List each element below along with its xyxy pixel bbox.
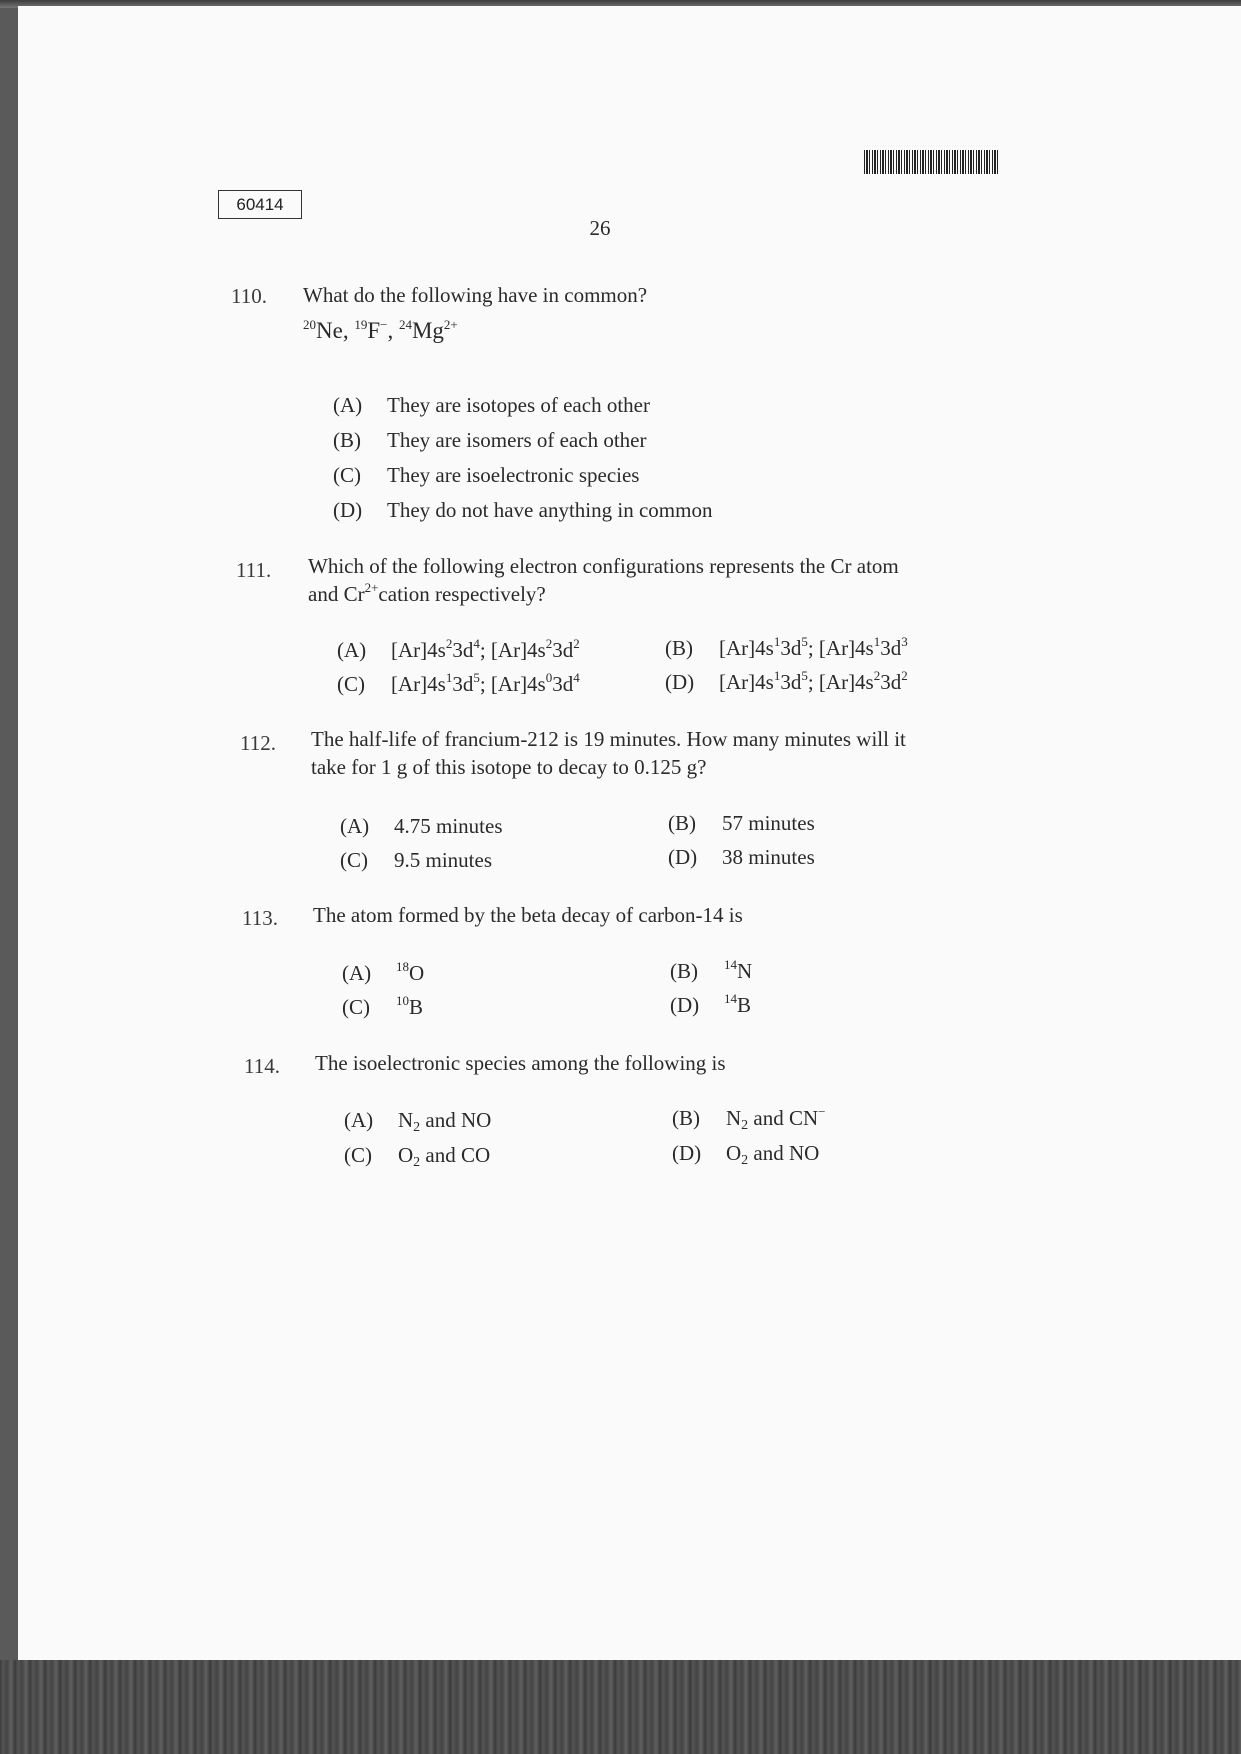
question-number: 111. — [236, 558, 272, 582]
option-c: (C) They are isoelectronic species — [333, 463, 640, 487]
option-d: (D) They do not have anything in common — [333, 498, 713, 522]
option-d: (D) $O_2$ and NO — [672, 1141, 820, 1168]
option-a: (A) They are isotopes of each other — [333, 393, 650, 417]
option-b: (B) They are isomers of each other — [333, 428, 647, 452]
species-formula: $^{20}$Ne, $^{19}$F−, $^{24}Mg^{2+}$ — [303, 317, 458, 343]
question-number: 110. — [231, 284, 267, 308]
option-a: (A) $^{18}$O — [342, 959, 425, 985]
option-c: (C) $O_2$ and CO — [344, 1143, 491, 1170]
barcode — [864, 150, 998, 174]
option-b: (B) 57 minutes — [668, 811, 815, 835]
question-number: 114. — [244, 1054, 280, 1078]
option-b: (B) $^{14}$N — [670, 957, 753, 983]
question-text: The atom formed by the beta decay of carbon-14 is — [313, 903, 743, 927]
option-a: (A) $N_2$ and NO — [344, 1108, 492, 1135]
option-c: (C) 9.5 minutes — [340, 848, 492, 872]
question-text: What do the following have in common? — [303, 283, 648, 307]
question-text: The isoelectronic species among the following is — [315, 1051, 726, 1075]
question-text: Which of the following electron configurations represents the Cr atom and $Cr^{2+}cation$ respectively? — [308, 554, 899, 606]
option-b: (B) $[Ar]4s^13d^5$; $[Ar]4s^13d^3$ — [665, 634, 908, 660]
option-c: (C) $[Ar]4s^13d^5$; $[Ar]4s^03d^4$ — [337, 670, 580, 696]
scan-edge-bottom — [0, 1660, 1241, 1754]
option-d: (D) $^{14}$B — [670, 991, 752, 1017]
question-number: 113. — [242, 906, 278, 930]
page-number: 26 — [589, 216, 611, 240]
option-a: (A) $[Ar]4s^23d^4$; $[Ar]4s^23d^2$ — [337, 636, 580, 662]
option-c: (C) $^{10}$B — [342, 993, 424, 1019]
exam-page — [18, 6, 1241, 1662]
option-d: (D) $[Ar]4s^13d^5$; $[Ar]4s^23d^2$ — [665, 668, 908, 694]
option-b: (B) $N_2$ and CN− — [672, 1104, 826, 1133]
option-a: (A) 4.75 minutes — [340, 814, 503, 838]
question-text: The half-life of francium-212 is 19 minutes. How many minutes will it take for 1 g of this isotope to decay to 0.125 g? — [311, 727, 906, 779]
paper-code: 60414 — [218, 190, 302, 219]
question-number: 112. — [240, 731, 276, 755]
option-d: (D) 38 minutes — [668, 845, 815, 869]
